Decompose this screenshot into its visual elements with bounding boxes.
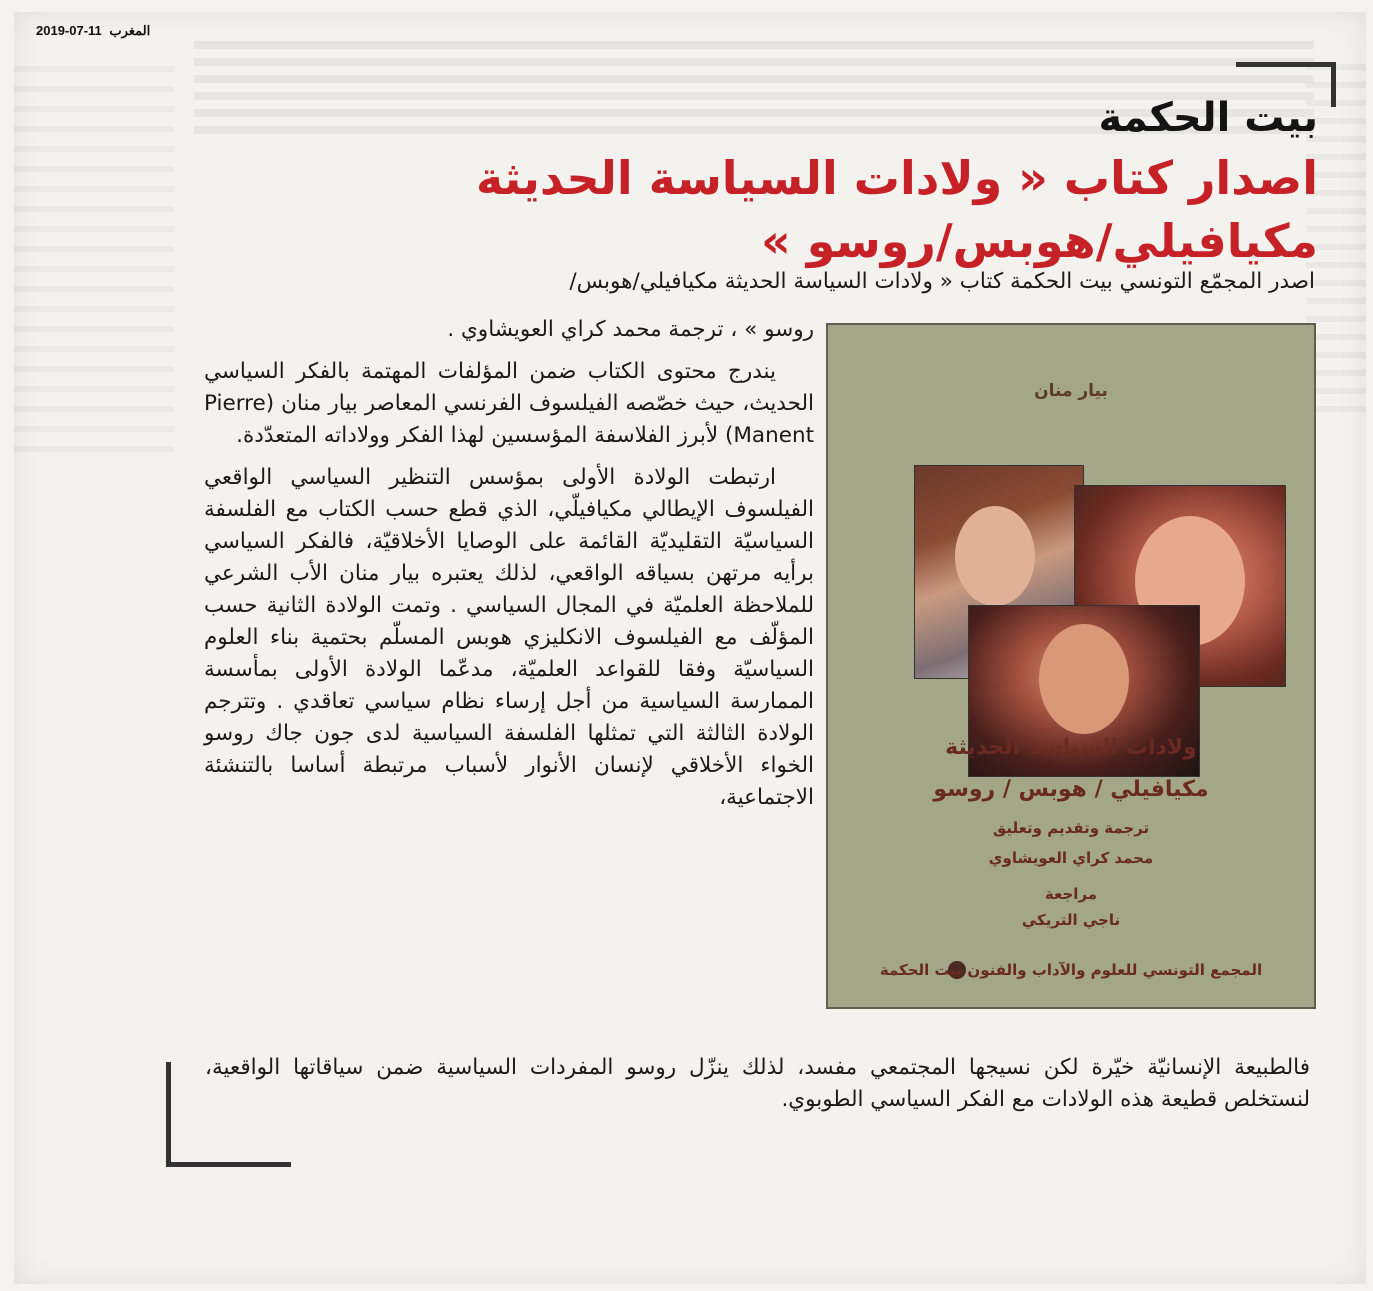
stamp-publication: المغرب — [109, 23, 151, 38]
cover-author: بيار منان — [1034, 381, 1108, 401]
cover-credit-label: ترجمة وتقديم وتعليق — [992, 819, 1150, 837]
cover-title-2: مكيافيلي / هوبس / روسو — [933, 777, 1209, 802]
book-cover-image — [826, 323, 1316, 1009]
background-print-left — [14, 52, 174, 1232]
paragraph-3: ارتبطت الولادة الأولى بمؤسس التنظير السياسي الواقعي الفيلسوف الإيطالي مكيافيلّي، الذي قطع حسب الكتاب مع الفلسفة السياسيّة التقليديّة القائمة على الوصايا الأخلاقيّة، فالفكر السياسي برأيه مرتهن بسياقه الواقعي، لذلك يعتبره بيار منان الأب الشرعي للملاحظة العلميّة في المجال السياسي . وتمت الولادة الثانية حسب المؤلّف مع الفيلسوف الانكليزي هوبس المسلّم بحتمية بناء العلوم السياسيّة وفقا للقواعد العلميّة، مدعّما الولادة الأولى بمأسسة الممارسة السياسية من أجل إرساء نظام سياسي تعاقدي . وتترجم الولادة الثالثة التي تمثلها الفلسفة السياسية لدى جون جاك روسو الخواء الأخلاقي لإنسان الأنوار لأسباب مرتبطة أساسا بالتنشئة الاجتماعية، — [204, 465, 814, 810]
cover-translator: محمد كراي العويشاوي — [988, 849, 1154, 867]
section-kicker: بيت الحكمة — [1098, 95, 1318, 141]
cover-review-label: مراجعة — [1044, 885, 1098, 903]
lead-paragraph: اصدر المجمّع التونسي بيت الحكمة كتاب « ولادات السياسة الحديثة مكيافيلي/هوبس/ — [569, 269, 1315, 294]
face-shape — [1039, 624, 1129, 734]
date-stamp — [36, 23, 150, 39]
article-column — [204, 314, 814, 814]
paragraph-1: روسو » ، ترجمة محمد كراي العويشاوي . — [447, 317, 814, 342]
headline-line-2: مكيافيلي/هوبس/روسو » — [760, 214, 1318, 268]
cover-publisher: المجمع التونسي للعلوم والآداب والفنون بيت الحكمة — [879, 961, 1263, 979]
cover-reviewer: ناجي التريكي — [1021, 911, 1121, 929]
stamp-date: 2019-07-11 — [36, 23, 102, 38]
cover-title-1: ولادات السياسة الحديثة — [945, 735, 1197, 760]
headline-line-1: اصدار كتاب « ولادات السياسة الحديثة — [475, 151, 1318, 205]
face-shape — [955, 506, 1035, 606]
paragraph-2: يندرج محتوى الكتاب ضمن المؤلفات المهتمة بالفكر السياسي الحديث، حيث خصّصه الفيلسوف الفرنسي المعاصر بيار منان (Pierre Manent) لأبرز الفلاسفة المؤسسين لهذا الفكر وولاداته المتعدّدة. — [204, 359, 814, 448]
closing-paragraph: فالطبيعة الإنسانيّة خيّرة لكن نسيجها المجتمعي مفسد، لذلك ينزّل روسو المفردات السياسية ضمن سياقاتها الواقعية، لنستخلص قطيعة هذه الولادات مع الفكر السياسي الطوبوي. — [205, 1055, 1310, 1112]
